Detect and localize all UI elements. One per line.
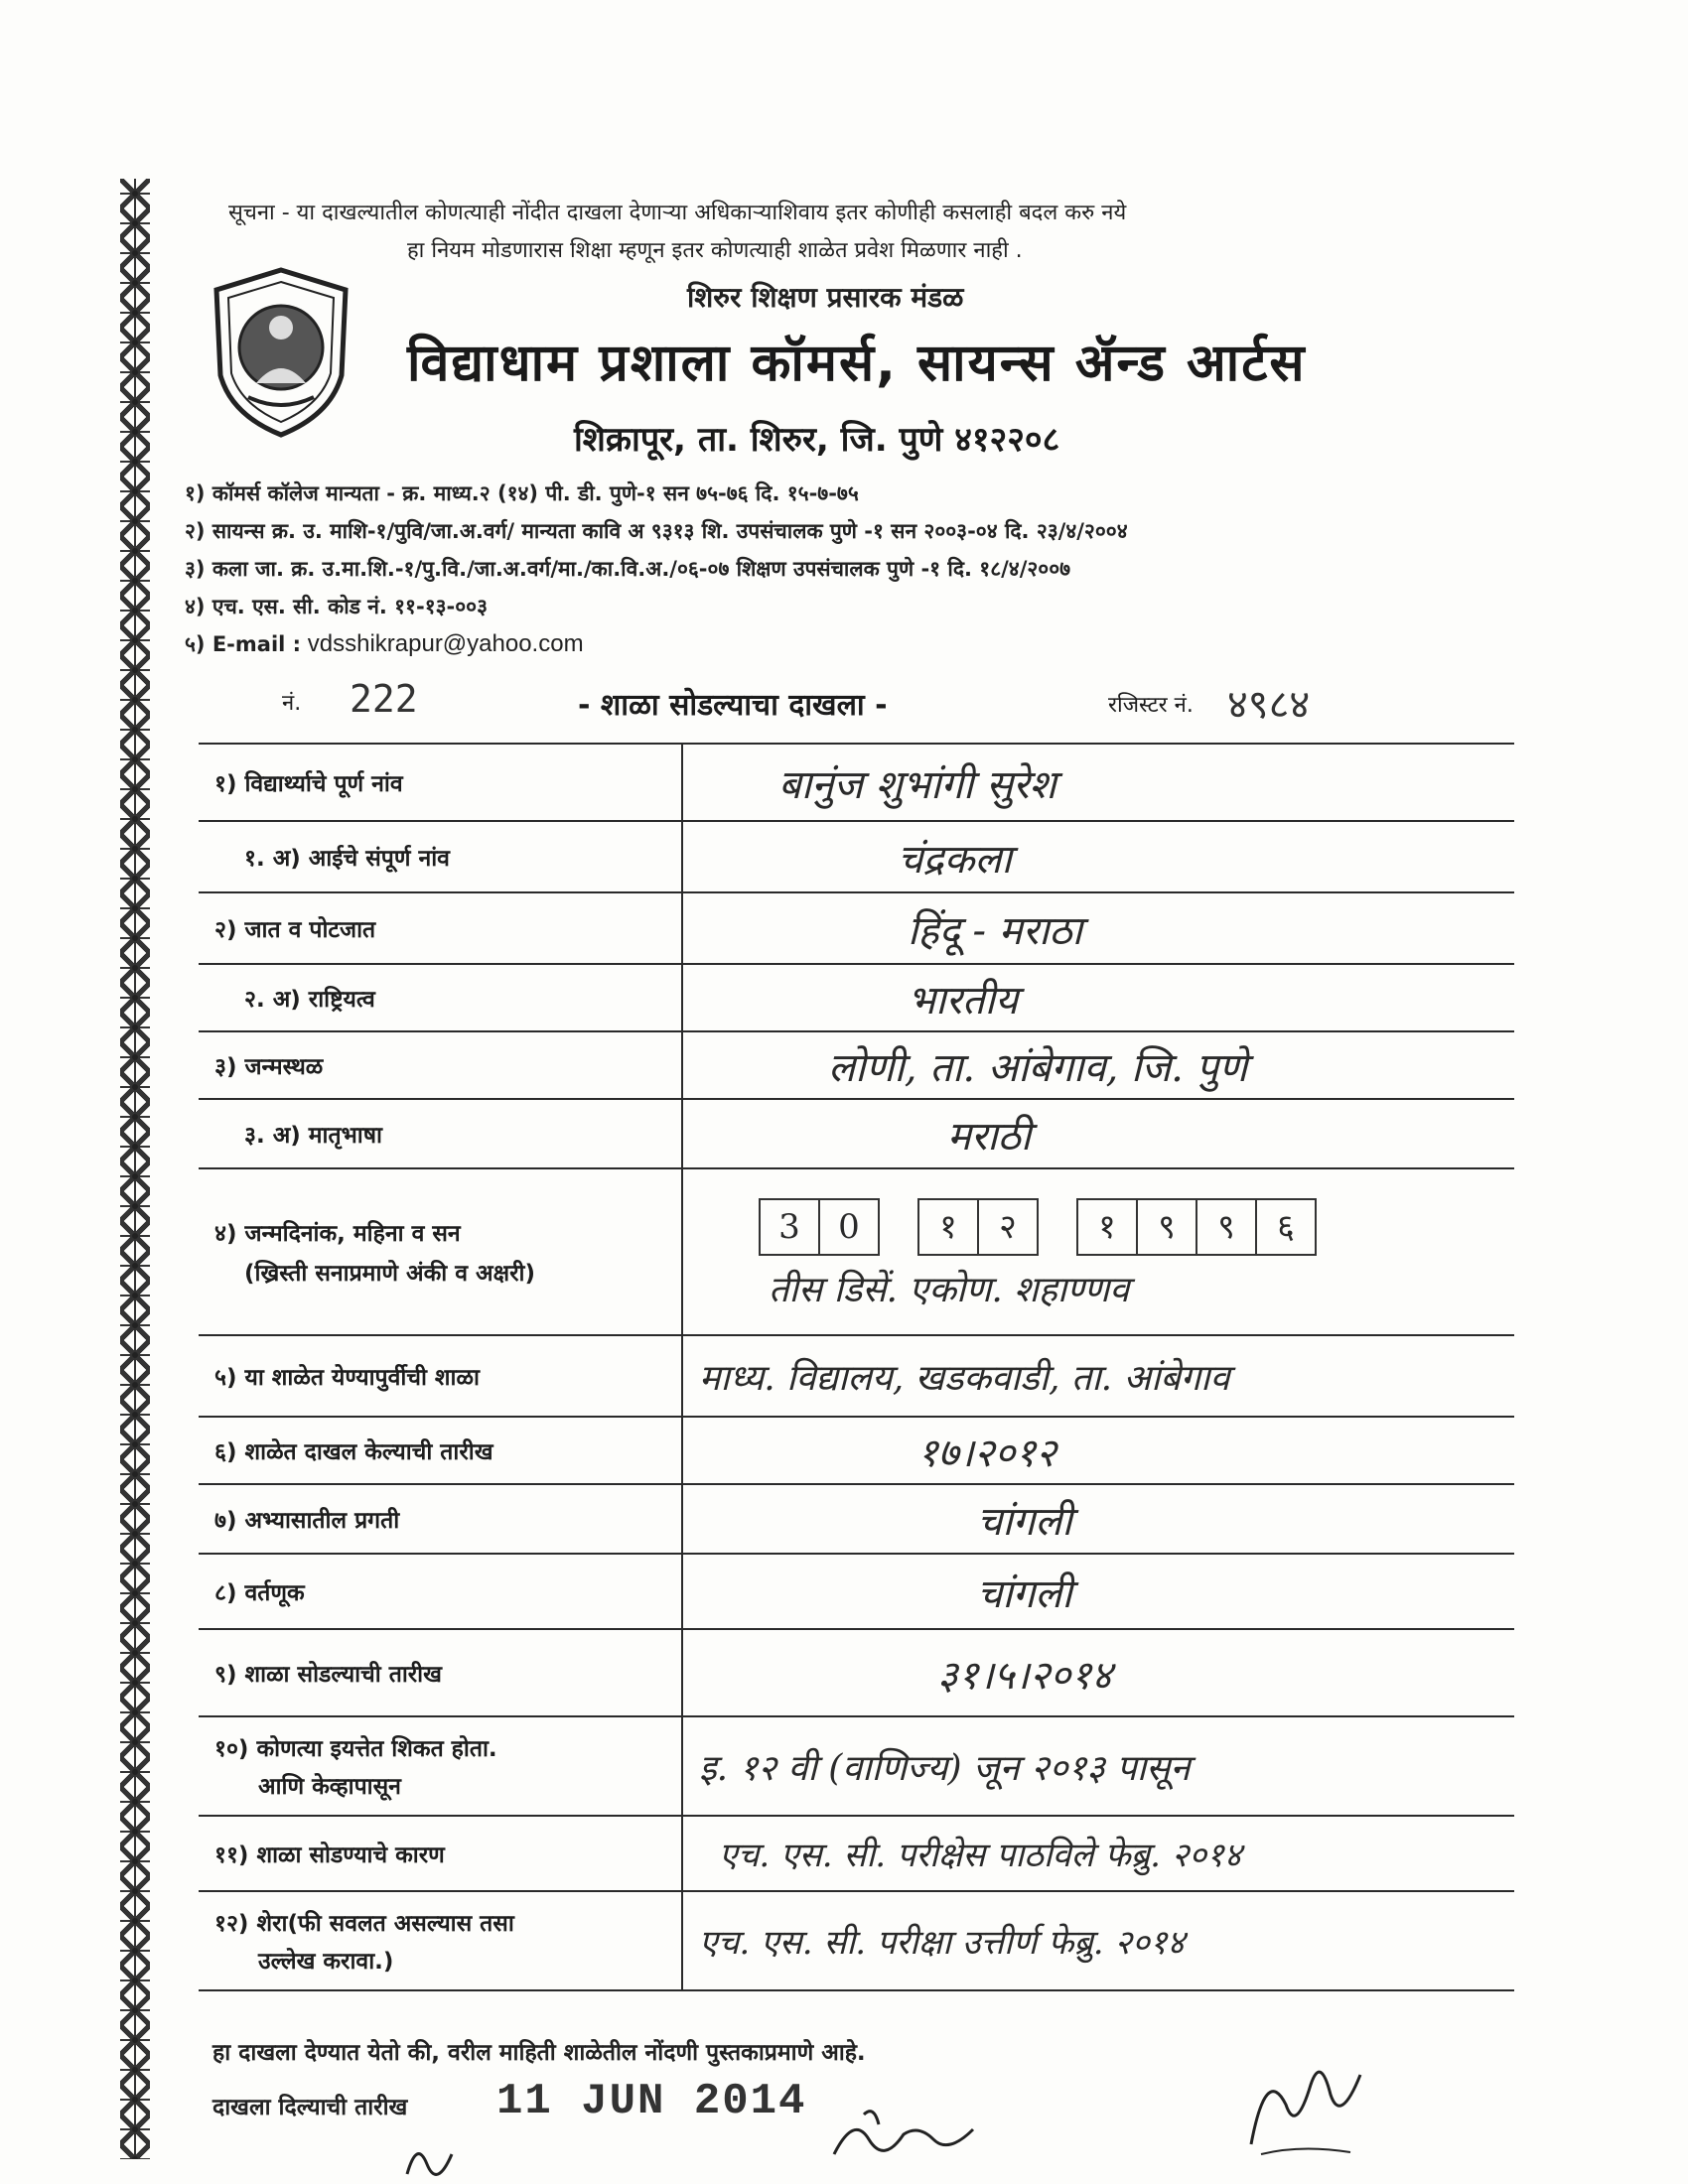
recognition-item: २) सायन्स क्र. उ. माशि-१/पुवि/जा.अ.वर्ग/ मान्यता कावि अ ९३१३ शि. उपसंचालक पुणे -१ सन २००३-०४ दि. २३/४/२००४ <box>185 519 1128 543</box>
form-row <box>199 1031 1514 1099</box>
field-label: २) जात व पोटजात <box>199 892 682 964</box>
form-row <box>199 821 1514 892</box>
school-address: शिक्रापूर, ता. शिरुर, जि. पुणे ४१२२०८ <box>574 420 1060 460</box>
field-label: ३) जन्मस्थळ <box>199 1031 682 1099</box>
remarks-value: एच. एस. सी. परीक्षा उत्तीर्ण फेब्रु. २०१४ <box>682 1891 1514 1990</box>
notice <box>228 195 1420 270</box>
form-row <box>199 1816 1514 1891</box>
field-label: २. अ) राष्ट्रियत्व <box>199 964 682 1031</box>
field-label: ५) या शाळेत येण्यापुर्वीची शाळा <box>199 1335 682 1417</box>
school-name: विद्याधाम प्रशाला कॉमर्स, सायन्स ॲन्ड आर्टस <box>407 334 1307 393</box>
certificate-number: 222 <box>350 677 418 721</box>
admission-date-value: १७।२०१२ <box>682 1417 1514 1484</box>
recognition-item: ३) कला जा. क्र. उ.मा.शि.-१/पु.वि./जा.अ.वर्ग/मा./का.वि.अ./०६-०७ शिक्षण उपसंचालक पुणे -१ दि. १८/४/२००७ <box>185 557 1071 581</box>
certificate-number-label: नं. <box>282 691 302 716</box>
field-label: ६) शाळेत दाखल केल्याची तारीख <box>199 1417 682 1484</box>
form-row <box>199 1099 1514 1168</box>
birthplace-value: लोणी, ता. आंबेगाव, जि. पुणे <box>682 1031 1514 1099</box>
notice-line-2: हा नियम मोडणारास शिक्षा म्हणून इतर कोणत्याही शाळेत प्रवेश मिळणार नाही . <box>407 238 1023 263</box>
student-name-value: बानुंज शुभांगी सुरेश <box>682 744 1514 821</box>
year-boxes: १ ९ ९ ६ <box>1076 1198 1315 1256</box>
field-label: १०) कोणत्या इयत्तेत शिकत होता. आणि केव्हापासून <box>199 1716 682 1816</box>
recognition-item: १) कॉमर्स कॉलेज मान्यता - क्र. माध्य.२ (१४) पी. डी. पुणे-१ सन ७५-७६ दि. १५-७-७५ <box>185 481 859 505</box>
birth-date-boxes <box>759 1198 1498 1256</box>
form-row <box>199 744 1514 821</box>
leaving-date-value: ३१।५।२०१४ <box>682 1629 1514 1716</box>
field-label: ९) शाळा सोडल्याची तारीख <box>199 1629 682 1716</box>
certificate-form <box>199 743 1514 1991</box>
field-label: ११) शाळा सोडण्याचे कारण <box>199 1816 682 1891</box>
form-row <box>199 1168 1514 1335</box>
principal-signature-icon <box>1231 2045 1370 2164</box>
recognition-item: ४) एच. एस. सी. कोड नं. ११-१३-००३ <box>185 595 489 618</box>
progress-value: चांगली <box>682 1484 1514 1554</box>
form-row <box>199 1554 1514 1629</box>
email-line <box>185 625 1505 663</box>
form-row <box>199 892 1514 964</box>
form-row <box>199 1716 1514 1816</box>
birth-date-words: तीस डिसें. एकोण. शहाण्णव <box>769 1269 1130 1310</box>
field-label: ४) जन्मदिनांक, महिना व सन (ख्रिस्ती सनाप्रमाणे अंकी व अक्षरी) <box>199 1168 682 1335</box>
email-label: ५) E-mail : <box>185 632 302 656</box>
form-row <box>199 1891 1514 1990</box>
field-label: ८) वर्तणूक <box>199 1554 682 1629</box>
field-label: ३. अ) मातृभाषा <box>199 1099 682 1168</box>
clerk-signature-icon <box>824 2095 983 2174</box>
leaving-reason-value: एच. एस. सी. परीक्षेस पाठविले फेब्रु. २०१४ <box>682 1816 1514 1891</box>
mother-tongue-value: मराठी <box>682 1099 1514 1168</box>
form-row <box>199 1335 1514 1417</box>
nationality-value: भारतीय <box>682 964 1514 1031</box>
signature-mark-icon <box>397 2134 457 2179</box>
issue-date-label: दाखला दिल्याची तारीख <box>212 2095 408 2120</box>
register-number: ४९८४ <box>1227 682 1311 728</box>
trust-name: शिरुर शिक्षण प्रसारक मंडळ <box>687 281 964 314</box>
day-boxes: 3 0 <box>759 1198 878 1256</box>
form-row <box>199 1629 1514 1716</box>
field-label: १) विद्यार्थ्याचे पूर्ण नांव <box>199 744 682 821</box>
caste-value: हिंदू - मराठा <box>682 892 1514 964</box>
field-label: १. अ) आईचे संपूर्ण नांव <box>199 821 682 892</box>
form-row <box>199 1417 1514 1484</box>
standard-value: इ. १२ वी (वाणिज्य) जून २०१३ पासून <box>682 1716 1514 1816</box>
email-value: vdsshikrapur@yahoo.com <box>307 630 584 657</box>
field-label: ७) अभ्यासातील प्रगती <box>199 1484 682 1554</box>
school-logo <box>207 266 355 440</box>
notice-line-1: सूचना - या दाखल्यातील कोणत्याही नोंदीत दाखला देणाऱ्या अधिकाऱ्याशिवाय इतर कोणीही कसलाही बदल करु नये <box>228 201 1127 225</box>
recognition-list <box>185 475 1505 663</box>
register-number-label: रजिस्टर नं. <box>1108 693 1194 718</box>
mother-name-value: चंद्रकला <box>682 821 1514 892</box>
certification-statement: हा दाखला देण्यात येतो की, वरील माहिती शाळेतील नोंदणी पुस्तकाप्रमाणे आहे. <box>212 2040 866 2066</box>
form-row <box>199 964 1514 1031</box>
conduct-value: चांगली <box>682 1554 1514 1629</box>
certificate-header <box>185 677 1505 728</box>
previous-school-value: माध्य. विद्यालय, खडकवाडी, ता. आंबेगाव <box>682 1335 1514 1417</box>
certificate-title: - शाळा सोडल्याचा दाखला - <box>578 688 888 723</box>
decorative-border <box>117 179 153 2159</box>
field-label: १२) शेरा(फी सवलत असल्यास तसा उल्लेख करावा.) <box>199 1891 682 1990</box>
month-boxes: १ २ <box>917 1198 1037 1256</box>
form-row <box>199 1484 1514 1554</box>
birth-date-value <box>682 1168 1514 1335</box>
issue-date-stamp: 11 JUN 2014 <box>496 2077 807 2126</box>
